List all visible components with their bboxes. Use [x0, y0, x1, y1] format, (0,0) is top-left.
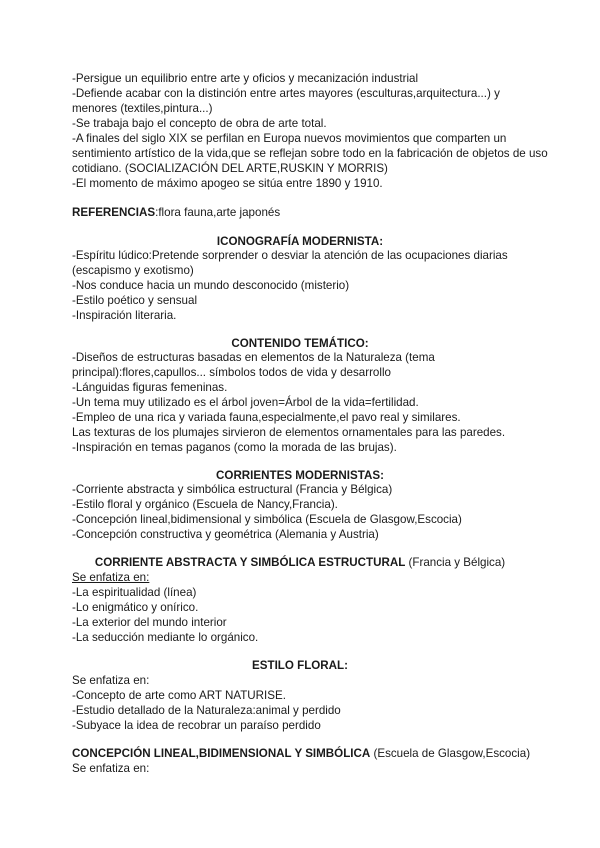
iconografia-line: -Nos conduce hacia un mundo desconocido (misterio): [72, 279, 350, 292]
iconografia-line: (escapismo y exotismo): [72, 264, 194, 277]
corrientes-line: -Corriente abstracta y simbólica estructural (Francia y Bélgica): [72, 483, 393, 496]
corrientes-line: -Concepción lineal,bidimensional y simbólica (Escuela de Glasgow,Escocia): [72, 513, 462, 526]
intro-line: -A finales del siglo XIX se perfilan en Europa nuevos movimientos que comparten un: [72, 132, 507, 145]
intro-line: -El momento de máximo apogeo se sitúa entre 1890 y 1910.: [72, 177, 383, 190]
floral-line: -Estudio detallado de la Naturaleza:animal y perdido: [72, 704, 341, 717]
section-heading-floral: ESTILO FLORAL:: [252, 659, 348, 672]
corrientes-line: -Concepción constructiva y geométrica (Alemania y Austria): [72, 528, 379, 541]
contenido-line: principal):flores,capullos... símbolos todos de vida y desarrollo: [72, 366, 391, 379]
lineal-heading-text: CONCEPCIÓN LINEAL,BIDIMENSIONAL Y SIMBÓLICA: [72, 747, 371, 760]
lineal-lead: Se enfatiza en:: [72, 762, 150, 775]
corrientes-line: -Estilo floral y orgánico (Escuela de Nancy,Francia).: [72, 498, 338, 511]
iconografia-line: -Estilo poético y sensual: [72, 294, 198, 307]
section-heading-corrientes: CORRIENTES MODERNISTAS:: [216, 469, 384, 482]
contenido-line: -Empleo de una rica y variada fauna,especialmente,el pavo real y similares.: [72, 411, 461, 424]
contenido-line: -Diseños de estructuras basadas en elementos de la Naturaleza (tema: [72, 351, 435, 364]
contenido-line: -Inspiración en temas paganos (como la morada de las brujas).: [72, 441, 397, 454]
intro-line: cotidiano. (SOCIALIZACIÓN DEL ARTE,RUSKIN Y MORRIS): [72, 162, 388, 175]
referencias-line: [72, 206, 280, 220]
section-heading-abstracta: [0, 556, 600, 570]
iconografia-line: -Inspiración literaria.: [72, 309, 177, 322]
abstracta-heading-text: CORRIENTE ABSTRACTA Y SIMBÓLICA ESTRUCTURAL: [94, 556, 406, 569]
intro-line: sentimiento artístico de la vida,que se reflejan sobre todo en la fabricación de objetos de uso: [72, 147, 548, 160]
abstracta-line: -La exterior del mundo interior: [72, 616, 227, 629]
intro-line: -Persigue un equilibrio entre arte y oficios y mecanización industrial: [72, 72, 419, 85]
abstracta-lead: Se enfatiza en:: [72, 571, 150, 584]
lineal-heading-note: (Escuela de Glasgow,Escocia): [370, 747, 531, 760]
abstracta-line: -La espiritualidad (línea): [72, 586, 197, 599]
contenido-line: -Un tema muy utilizado es el árbol joven=Árbol de la vida=fertilidad.: [72, 396, 419, 409]
intro-line: menores (textiles,pintura...): [72, 102, 213, 115]
floral-line: -Subyace la idea de recobrar un paraíso perdido: [72, 719, 321, 732]
referencias-text: :flora fauna,arte japonés: [155, 206, 281, 219]
intro-line: -Se trabaja bajo el concepto de obra de arte total.: [72, 117, 327, 130]
section-heading-contenido: CONTENIDO TEMÁTICO:: [231, 337, 369, 350]
contenido-line: -Lánguidas figuras femeninas.: [72, 381, 228, 394]
referencias-label: REFERENCIAS: [72, 206, 156, 219]
intro-line: -Defiende acabar con la distinción entre artes mayores (esculturas,arquitectura...) y: [72, 87, 500, 100]
abstracta-line: -Lo enigmático y onírico.: [72, 601, 199, 614]
floral-lead: Se enfatiza en:: [72, 674, 150, 687]
abstracta-line: -La seducción mediante lo orgánico.: [72, 631, 259, 644]
contenido-line: Las texturas de los plumajes sirvieron de elementos ornamentales para las paredes.: [72, 426, 506, 439]
section-heading-lineal: [72, 747, 530, 761]
section-heading-iconografia: ICONOGRAFÍA MODERNISTA:: [216, 235, 384, 248]
floral-line: -Concepto de arte como ART NATURISE.: [72, 689, 286, 702]
abstracta-heading-note: (Francia y Bélgica): [405, 556, 506, 569]
iconografia-line: -Espíritu lúdico:Pretende sorprender o desviar la atención de las ocupaciones diarias: [72, 249, 508, 262]
